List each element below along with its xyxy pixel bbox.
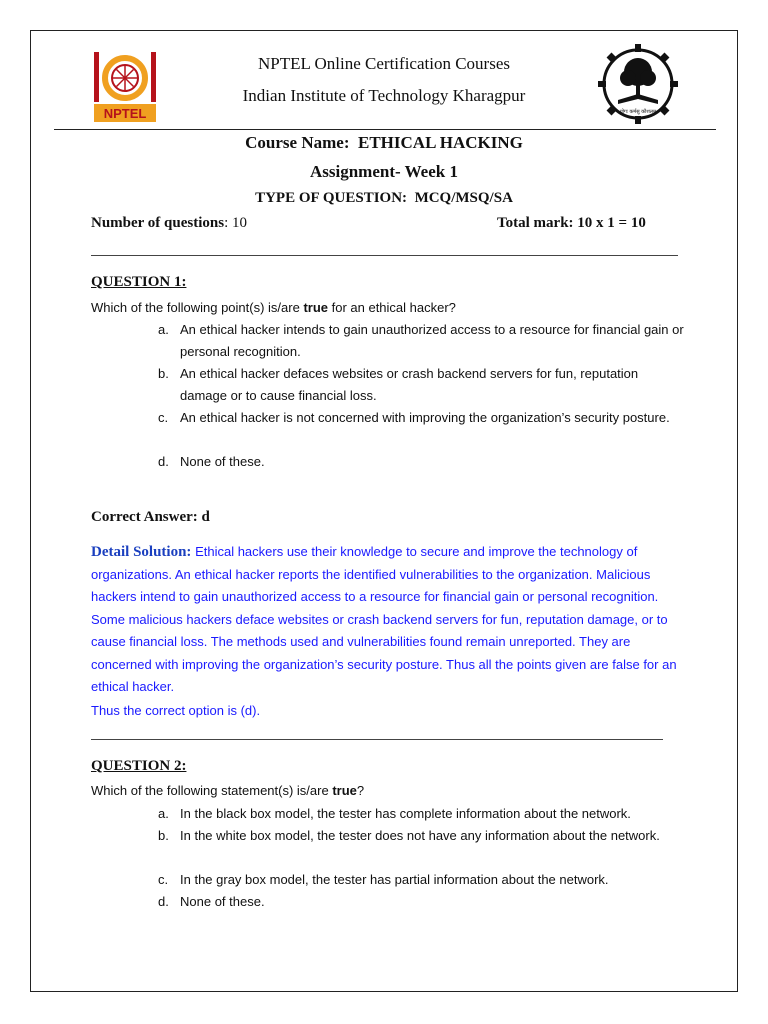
num-questions-label: Number of questions [91,215,225,231]
assignment-title: Assignment- Week 1 [310,162,458,181]
option-text: In the white box model, the tester does not have any information about the network. [180,828,660,843]
question-1-prompt [91,300,456,315]
iit-logo-motto: योगः कर्मसु कौशलम् [619,109,657,115]
option-text: An ethical hacker defaces websites or crash backend servers for fun, reputation damage or to cause financial loss. [180,366,639,403]
correct-answer: Correct Answer: d [91,509,210,525]
question-2-title: QUESTION 2: [91,758,187,774]
question-1-option-d [158,451,688,473]
type-label: TYPE OF QUESTION: [255,190,408,206]
number-of-questions [91,215,247,232]
option-letter: a. [158,806,169,821]
detail-solution [91,541,689,699]
question-1-option-a [158,319,688,363]
solution-label: Detail Solution: [91,544,192,560]
question-2-prompt-end: ? [356,783,365,798]
question-2-prompt-text: Which of the following statement(s) is/are [91,783,333,798]
course-value: ETHICAL HACKING [358,133,523,152]
total-mark: Total mark: 10 x 1 = 10 [497,215,646,231]
question-1-title: QUESTION 1: [91,274,187,290]
question-1-prompt-end: for an ethical hacker? [328,300,456,315]
header-rule [54,129,716,130]
question-2-option-a [158,803,688,825]
option-text: None of these. [180,454,265,469]
course-label: Course Name: [245,133,350,152]
question-1-option-c [158,407,688,429]
option-letter: a. [158,322,169,337]
question-1-option-b [158,363,688,407]
option-text: An ethical hacker is not concerned with improving the organization’s security posture. [180,410,670,425]
separator-rule [91,739,663,740]
question-1-prompt-bold: true [303,300,328,315]
option-letter: c. [158,872,169,887]
option-text: None of these. [180,894,265,909]
option-text: In the gray box model, the tester has partial information about the network. [180,872,609,887]
nptel-logo-text: NPTEL [103,106,147,121]
option-letter: b. [158,828,169,843]
question-type [0,190,768,207]
type-value: MCQ/MSQ/SA [414,190,513,206]
question-2-prompt-bold: true [332,783,357,798]
num-questions-value: : 10 [224,215,247,231]
option-letter: d. [158,894,169,909]
solution-conclusion: Thus the correct option is (d). [91,703,261,718]
org-line-2: Indian Institute of Technology Kharagpur [242,86,526,105]
option-letter: c. [158,410,169,425]
question-1-prompt-text: Which of the following point(s) is/are [91,300,304,315]
option-text: In the black box model, the tester has complete information about the network. [180,806,631,821]
question-2-option-d [158,891,688,913]
question-2-option-b [158,825,688,847]
question-2-option-c [158,869,688,891]
org-line-1: NPTEL Online Certification Courses [258,54,510,73]
question-2-prompt [91,783,364,798]
separator-rule [91,255,678,256]
solution-text: Ethical hackers use their knowledge to secure and improve the technology of organizations. An ethical hacker reports the identified vulnerabilities to the organization. Malicious hackers intend to gain unauthorized access to a resource for financial gain or personal recognition. Some malicious hackers deface websites or crash backend servers for fun, reputation damage, or to cause financial loss. The methods used and vulnerabilities found remain unreported. They are concerned with improving the organization’s security posture. Thus all the points given are false for an ethical hacker. [91,544,677,694]
option-text: An ethical hacker intends to gain unauthorized access to a resource for financial gain or personal recognition. [180,322,684,359]
option-letter: b. [158,366,169,381]
option-letter: d. [158,454,169,469]
course-name [0,133,768,153]
